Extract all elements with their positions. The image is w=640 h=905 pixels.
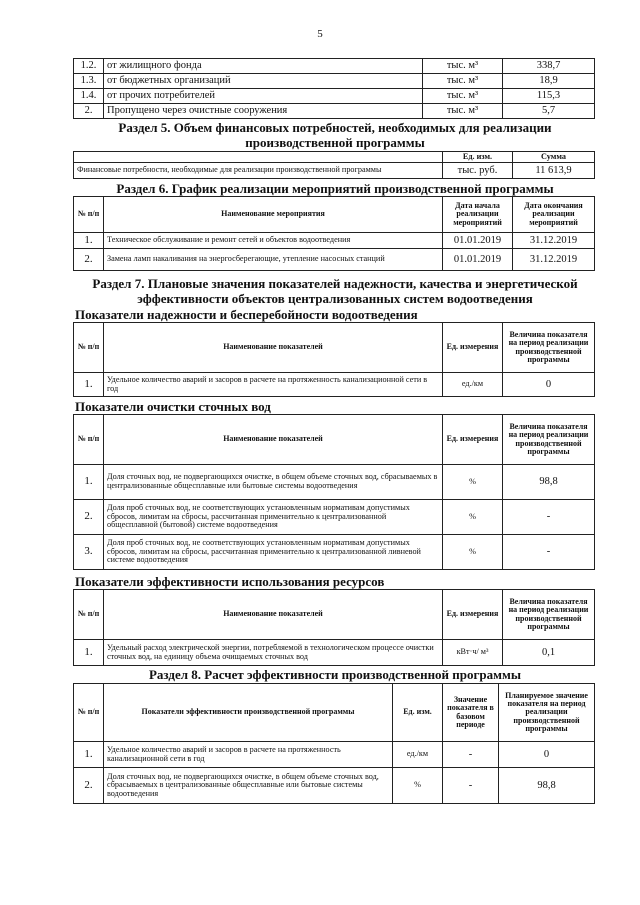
row-number: 1.	[74, 233, 104, 249]
col-num-header: № п/п	[74, 590, 104, 640]
table-row	[74, 104, 595, 119]
row-plan-value: 0	[499, 742, 595, 768]
row-start-date: 01.01.2019	[443, 233, 513, 249]
col-sum-header: Сумма	[513, 152, 595, 163]
row-unit: тыс. м³	[423, 59, 503, 74]
efficiency-title: Показатели эффективности использования ресурсов	[75, 574, 385, 589]
row-start-date: 01.01.2019	[443, 249, 513, 271]
row-unit: %	[443, 465, 503, 500]
table-row	[74, 465, 595, 500]
financial-need-unit: тыс. руб.	[443, 163, 513, 179]
row-name: от прочих потребителей	[104, 89, 423, 104]
table-row	[74, 249, 595, 271]
volumes-table	[73, 58, 595, 119]
treatment-title: Показатели очистки сточных вод	[75, 399, 271, 414]
row-name: Техническое обслуживание и ремонт сетей и объектов водоотведения	[104, 233, 443, 249]
section7-heading: Раздел 7. Плановые значения показателей надежности, качества и энергетической эффективности объектов централизованных систем водоотведения	[92, 276, 578, 306]
row-name: Пропущено через очистные сооружения	[104, 104, 423, 119]
row-unit: кВт·ч/ м³	[443, 640, 503, 666]
col-start-header: Дата начала реализации мероприятий	[443, 197, 513, 233]
table-row	[74, 89, 595, 104]
section6-heading: Раздел 6. График реализации мероприятий производственной программы	[116, 181, 554, 196]
row-number: 1.4.	[74, 89, 104, 104]
row-unit: %	[443, 500, 503, 535]
financial-need-label: Финансовые потребности, необходимые для реализации производственной программы	[74, 163, 443, 179]
row-value: 0	[503, 373, 595, 397]
efficiency-table	[73, 589, 595, 666]
financial-need-sum: 11 613,9	[513, 163, 595, 179]
col-num-header: № п/п	[74, 684, 104, 742]
section6-table	[73, 196, 595, 271]
col-plan-header: Планируемое значение показателя на период реализации производственной программы	[499, 684, 595, 742]
col-num-header: № п/п	[74, 415, 104, 465]
row-name: Замена ламп накаливания на энергосберегающие, утепление насосных станций	[104, 249, 443, 271]
row-number: 1.3.	[74, 74, 104, 89]
row-name: от бюджетных организаций	[104, 74, 423, 89]
row-plan-value: 98,8	[499, 768, 595, 804]
row-name: Доля сточных вод, не подвергающихся очистке, в общем объеме сточных вод, сбрасываемых в централизованные общесплавные или бытовые системы водоотведения	[104, 768, 393, 804]
row-value: 338,7	[503, 59, 595, 74]
row-unit: тыс. м³	[423, 89, 503, 104]
row-number: 1.	[74, 465, 104, 500]
row-unit: ед./км	[393, 742, 443, 768]
col-unit-header: Ед. измерения	[443, 323, 503, 373]
row-number: 3.	[74, 535, 104, 570]
row-end-date: 31.12.2019	[513, 249, 595, 271]
row-unit: ед./км	[443, 373, 503, 397]
col-value-header: Величина показателя на период реализации производственной программы	[503, 590, 595, 640]
col-name-header: Наименование мероприятия	[104, 197, 443, 233]
row-value: -	[503, 500, 595, 535]
section8-table	[73, 683, 595, 804]
row-name: Удельный расход электрической энергии, потребляемой в технологическом процессе очистки сточных вод, на единицу объема очищаемых сточных вод	[104, 640, 443, 666]
row-value: 5,7	[503, 104, 595, 119]
row-unit: тыс. м³	[423, 74, 503, 89]
treatment-table	[73, 414, 595, 570]
row-base-value: -	[443, 768, 499, 804]
section5-table	[73, 151, 595, 179]
table-row	[74, 74, 595, 89]
page-number: 5	[317, 28, 323, 40]
col-unit-header: Ед. изм.	[393, 684, 443, 742]
row-number: 1.	[74, 640, 104, 666]
row-value: 115,3	[503, 89, 595, 104]
row-unit: тыс. м³	[423, 104, 503, 119]
row-number: 2.	[74, 104, 104, 119]
row-base-value: -	[443, 742, 499, 768]
row-end-date: 31.12.2019	[513, 233, 595, 249]
section8-heading: Раздел 8. Расчет эффективности производственной программы	[148, 667, 522, 682]
table-row	[74, 742, 595, 768]
col-unit-header: Ед. измерения	[443, 590, 503, 640]
col-end-header: Дата окончания реализации мероприятий	[513, 197, 595, 233]
row-unit: %	[393, 768, 443, 804]
row-number: 1.2.	[74, 59, 104, 74]
row-value: 0,1	[503, 640, 595, 666]
row-name: Удельное количество аварий и засоров в расчете на протяженность канализационной сети в год	[104, 742, 393, 768]
row-name: Доля проб сточных вод, не соответствующих установленным нормативам допустимых сбросов, лимитам на сбросы, рассчитанная применительно к централизованной ливневой системе водоотведения	[104, 535, 443, 570]
row-name: Удельное количество аварий и засоров в расчете на протяженность канализационной сети в год	[104, 373, 443, 397]
row-name: от жилищного фонда	[104, 59, 423, 74]
row-value: 98,8	[503, 465, 595, 500]
col-name-header: Наименование показателей	[104, 323, 443, 373]
row-number: 1.	[74, 373, 104, 397]
row-name: Доля проб сточных вод, не соответствующих установленным нормативам допустимых сбросов, лимитам на сбросы, рассчитанная применительно к централизованной общесплавной (бытовой) системе водоотведения	[104, 500, 443, 535]
col-base-header: Значение показателя в базовом периоде	[443, 684, 499, 742]
row-value: 18,9	[503, 74, 595, 89]
row-name: Доля сточных вод, не подвергающихся очистке, в общем объеме сточных вод, сбрасываемых в централизованные общесплавные или бытовые системы водоотведения	[104, 465, 443, 500]
col-value-header: Величина показателя на период реализации производственной программы	[503, 415, 595, 465]
col-unit-header: Ед. измерения	[443, 415, 503, 465]
row-number: 2.	[74, 768, 104, 804]
col-num-header: № п/п	[74, 323, 104, 373]
reliability-title: Показатели надежности и бесперебойности водоотведения	[75, 307, 418, 322]
row-number: 1.	[74, 742, 104, 768]
row-number: 2.	[74, 500, 104, 535]
table-row	[74, 59, 595, 74]
table-row	[74, 768, 595, 804]
table-row	[74, 373, 595, 397]
col-name-header: Показатели эффективности производственной программы	[104, 684, 393, 742]
row-value: -	[503, 535, 595, 570]
col-unit-header: Ед. изм.	[443, 152, 513, 163]
row-number: 2.	[74, 249, 104, 271]
row-unit: %	[443, 535, 503, 570]
col-value-header: Величина показателя на период реализации производственной программы	[503, 323, 595, 373]
col-name-header: Наименование показателей	[104, 415, 443, 465]
section5-heading: Раздел 5. Объем финансовых потребностей, необходимых для реализации производственной программы	[118, 120, 552, 150]
table-row	[74, 500, 595, 535]
col-name-header: Наименование показателей	[104, 590, 443, 640]
table-row	[74, 535, 595, 570]
table-row	[74, 640, 595, 666]
reliability-table	[73, 322, 595, 397]
table-row	[74, 233, 595, 249]
col-num-header: № п/п	[74, 197, 104, 233]
